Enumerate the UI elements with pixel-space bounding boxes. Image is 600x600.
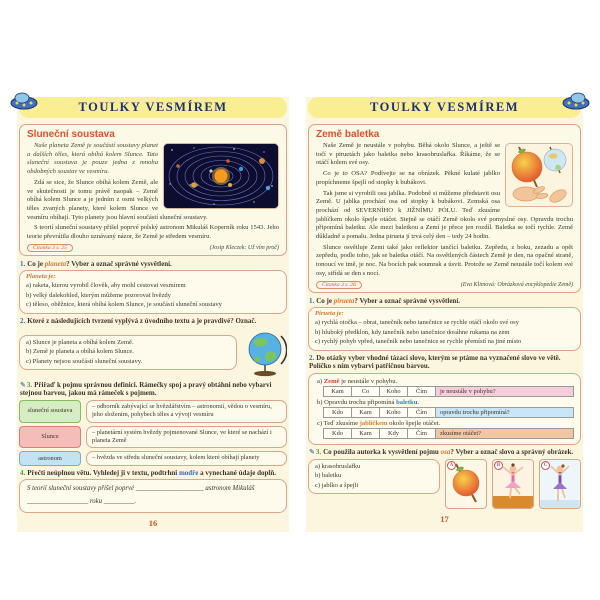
question-number: 2.	[309, 353, 315, 362]
reading-paragraph: Zdá se sice, že Slunce obíhá kolem Země, ale ve skutečnosti je tomu právě naopak – Země obíhá kolem Slunce a je jedním z osmi velkých těles zvaných planety, které kolem Slunce ve vesmíru obíhají. Tyto planety jsou hlavní součástí sluneční soustavy.	[27, 178, 208, 221]
question-4	[19, 469, 287, 514]
page-header	[308, 97, 581, 118]
question-number: 3.	[26, 380, 33, 389]
fill-blank: __________________	[27, 498, 89, 506]
definition-box: – hvězda ve středu sluneční soustavy, kolem které obíhají planety	[86, 451, 287, 465]
option-b: b) velký dalekohled, kterým můžeme pozorovat hvězdy	[26, 291, 171, 299]
question-1	[308, 297, 581, 351]
option-a: a) rychlá otočka – obrat, tanečník nebo tanečnice se rychle otáčí okolo své osy	[315, 319, 519, 327]
question-word-cell: Kam	[352, 408, 380, 417]
fill-in-box: S teorií sluneční soustavy přišel poprvé ____________________ astronom Mikuláš __________________ roku _________.	[19, 479, 287, 513]
question-phrase-cell: je neustále v pohybu?	[436, 387, 573, 396]
question-keyword: planeta	[44, 259, 67, 268]
question-1-head: 1. Co je pirueta? Vyber a označ správné vysvětlení.	[309, 296, 461, 305]
answer-box	[308, 459, 440, 494]
question-word-cell: Kdo	[324, 408, 352, 417]
question-word-table	[323, 428, 574, 439]
sentence-b: b) Opravdu trochu připomíná baletku.	[317, 399, 420, 407]
question-2-head: 2. Které z následujících tvrzení vyplývá z úvodního textu a je pravdivé? Označ.	[20, 316, 257, 325]
option-b: b) hluboký předklon, kdy tanečník nebo tanečnice dosáhne rukama na zem	[315, 328, 510, 336]
match-row	[19, 400, 287, 423]
option-c: c) rychlý pohyb vpřed, tanečník nebo tanečnice se rychle přemístí na jiné místo	[315, 338, 522, 346]
option-c: c) Planety nejsou součástí sluneční soustavy.	[26, 357, 143, 365]
reading-paragraph: Tak jsme si vyrobili osu jablka. Podobně si můžeme představit osu Země. U jablka prochází osa od stopky k bubákovi. Zemská osa prochází od SEVERNÍHO k JIŽNÍMU PÓLU. Teď zkusíme jablíčkem okolo špejle otáčet. Stejně se otáčí Země okolo své pomyslné osy. Opravdu trochu připomíná baletku. Ale mezi baletkou a Zemí je přece jen rozdíl. Baletka se točí rychle. Země důkladně a pomalu. Jedna pirueta jí trvá celý den – tedy 24 hodin.	[316, 189, 573, 241]
question-number: 1.	[309, 296, 315, 305]
image-label-c: C	[541, 461, 550, 470]
match-row	[19, 451, 287, 465]
option-a: a) Slunce je planeta a obíhá kolem Země.	[26, 338, 134, 346]
question-word-table	[323, 407, 574, 418]
page-right	[306, 97, 583, 532]
option-a: a) raketa, kterou vyrobil člověk, aby mohl cestovat vesmírem	[26, 282, 186, 290]
question-word-cell: Kam	[352, 429, 380, 438]
question-word-cell: Kdo	[324, 429, 352, 438]
skater-thumb	[539, 459, 581, 509]
pencil-icon: ✎	[309, 448, 315, 457]
page-header	[19, 97, 287, 118]
citation-chip: Čítanka 3 s. 26	[316, 281, 362, 289]
page-number: 17	[440, 513, 449, 524]
reading-title: Země baletka	[316, 129, 380, 140]
page-number: 16	[148, 518, 158, 529]
source-credit: (Josip Kleczek: Už vím proč)	[209, 244, 279, 251]
highlighted-word: Země	[323, 378, 340, 386]
option-b: b) Země je planeta a obíhá kolem Slunce.	[26, 348, 134, 356]
question-word-cell: Koho	[380, 408, 408, 417]
page-title: TOULKY VESMÍREM	[78, 100, 228, 114]
answer-box	[19, 335, 237, 370]
source-credit: (Eva Klimová: Obrázková encyklopedie Země)	[460, 281, 573, 288]
citation-chip: Čítanka 3 s. 25	[27, 244, 73, 252]
reading-intro: Naše planeta Země je součástí soustavy planet a dalších těles, která obíhá kolem Slunce. Tato sluneční soustava je pouze jedna z mnoha obdobných soustav ve vesmíru.	[27, 142, 158, 176]
question-word-cell: Koho	[380, 387, 408, 396]
question-3-head: ✎3. Co použila autorka k vysvětlení pojmu osa? Vyber a označ slovo a správný obrázek.	[309, 448, 574, 457]
term-box-astronom: astronom	[19, 451, 81, 465]
option-b: b) baletku	[315, 472, 342, 480]
question-phrase-cell: opravdu trochu připomíná?	[436, 408, 573, 417]
reading-paragraph: Slunce osvětluje Zemi také jako reflektor tančící baletku. Zepředu, z boku, zezadu a opět zepředu, podle toho, jak se baletka otáčí. Na osvětlených částech Země je den, na opačné straně, tonoucí ve tmě, je noc. Na bocích pak soumrak a úsvit. Protože se Země neustále točí kolem své osy, střídá se den s nocí.	[316, 243, 573, 277]
highlighted-word: jablíčkem	[359, 420, 388, 428]
match-row	[19, 426, 287, 449]
question-4-head: 4. Přečti neúplnou větu. Vyhledej ji v textu, podtrhni modře a vynechané údaje doplň.	[20, 468, 276, 477]
question-word-cell: Čím	[408, 387, 436, 396]
ufo-icon	[561, 90, 591, 112]
sentence-a: a) Země je neustále v pohybu.	[317, 378, 398, 386]
definition-box: – odborník zabývající se hvězdářstvím – astronomií, vědou o vesmíru, jeho složením, pohybech těles a vývoji vesmíru	[86, 400, 287, 423]
question-word-table	[323, 386, 574, 397]
answer-box	[308, 307, 581, 350]
reading-box	[308, 124, 581, 293]
question-2	[19, 317, 287, 378]
option-c: c) jablko a špejli	[315, 481, 359, 489]
ballerina-thumb	[492, 459, 534, 509]
question-number: 2.	[20, 316, 26, 325]
pencil-icon: ✎	[20, 380, 26, 389]
globe-image	[245, 328, 287, 378]
question-word-cell: Co	[352, 387, 380, 396]
question-1	[19, 260, 287, 314]
answer-box	[19, 270, 287, 313]
question-word-cell: Kdy	[380, 429, 408, 438]
question-2-head: 2. Do otázky vyber vhodné tázací slovo, kterým se ptáme na vyznačené slovo ve větě. Políčko s ním vybarvi patřičnou barvou.	[309, 353, 561, 371]
reading-paragraph: S teorií sluneční soustavy přišel poprvé polský astronom Mikuláš Koperník roku 1543. Jeho teorie převrátila dlouho uznávaný názor, že Země je středem vesmíru.	[27, 224, 279, 241]
answer-box	[308, 373, 581, 445]
highlighted-word: baletku	[396, 399, 418, 407]
reading-paragraph: Co je to OSA? Podívejte se na obrázek. Pěkné kulaté jablko propíchneme špejlí od stopky k bubákovi.	[316, 170, 500, 186]
question-keyword: modře	[178, 468, 199, 477]
question-phrase-cell: zkusíme otáčet?	[436, 429, 573, 438]
term-box-slunce: Slunce	[19, 426, 81, 449]
page-left	[17, 97, 289, 532]
sentence-c: c) Teď zkusíme jablíčkem okolo špejle otáčet.	[317, 420, 441, 428]
image-label-a: A	[447, 461, 456, 470]
reading-box	[19, 124, 287, 256]
answer-box-title: Planeta je:	[26, 273, 56, 281]
definition-box: – planetární systém hvězdy pojmenované Slunce, ve které se nachází i planeta Země	[86, 426, 287, 449]
question-3	[308, 448, 581, 509]
fill-blank: _________.	[103, 498, 137, 506]
fill-blank: ____________________	[135, 485, 204, 493]
image-label-b: B	[494, 461, 503, 470]
question-word-cell: Čím	[408, 408, 436, 417]
page-title: TOULKY VESMÍREM	[369, 100, 520, 114]
question-keyword: osa	[440, 448, 451, 457]
reading-paragraph: Naše Země je neustále v pohybu. Běhá okolo Slunce, a ještě se točí v piruetách jako baletka nebo krasobruslařka. Říkáme, že se otáčí kolem své osy.	[316, 142, 500, 167]
question-number: 3.	[315, 448, 322, 457]
question-word-cell: Kam	[324, 387, 352, 396]
option-c: c) těleso, oběžnice, která obíhá kolem Slunce, je součástí sluneční soustavy	[26, 301, 222, 309]
question-3	[19, 381, 287, 466]
term-box-slunecni-soustava: sluneční soustava	[19, 400, 81, 423]
apple-axis-image	[505, 143, 573, 207]
question-number: 1.	[20, 259, 26, 268]
question-word-cell: Čím	[408, 429, 436, 438]
question-2	[308, 354, 581, 446]
question-1-head: 1. Co je planeta? Vyber a označ správné vysvětlení.	[20, 259, 172, 268]
option-a: a) krasobruslařku	[315, 462, 361, 470]
answer-box-title: Pirueta je:	[315, 310, 344, 318]
question-number: 4.	[20, 468, 26, 477]
question-3-head: ✎3. Přiřaď k pojmu správnou definici. Rámečky spoj a pravý obtáhni nebo vybarvi stejnou barvou, jakou má rámeček s pojmem.	[20, 380, 272, 398]
question-keyword: pirueta	[333, 296, 355, 305]
reading-title: Sluneční soustava	[27, 129, 115, 140]
apple-thumb	[445, 459, 487, 509]
ufo-icon	[9, 90, 39, 112]
solar-system-image	[163, 143, 279, 209]
